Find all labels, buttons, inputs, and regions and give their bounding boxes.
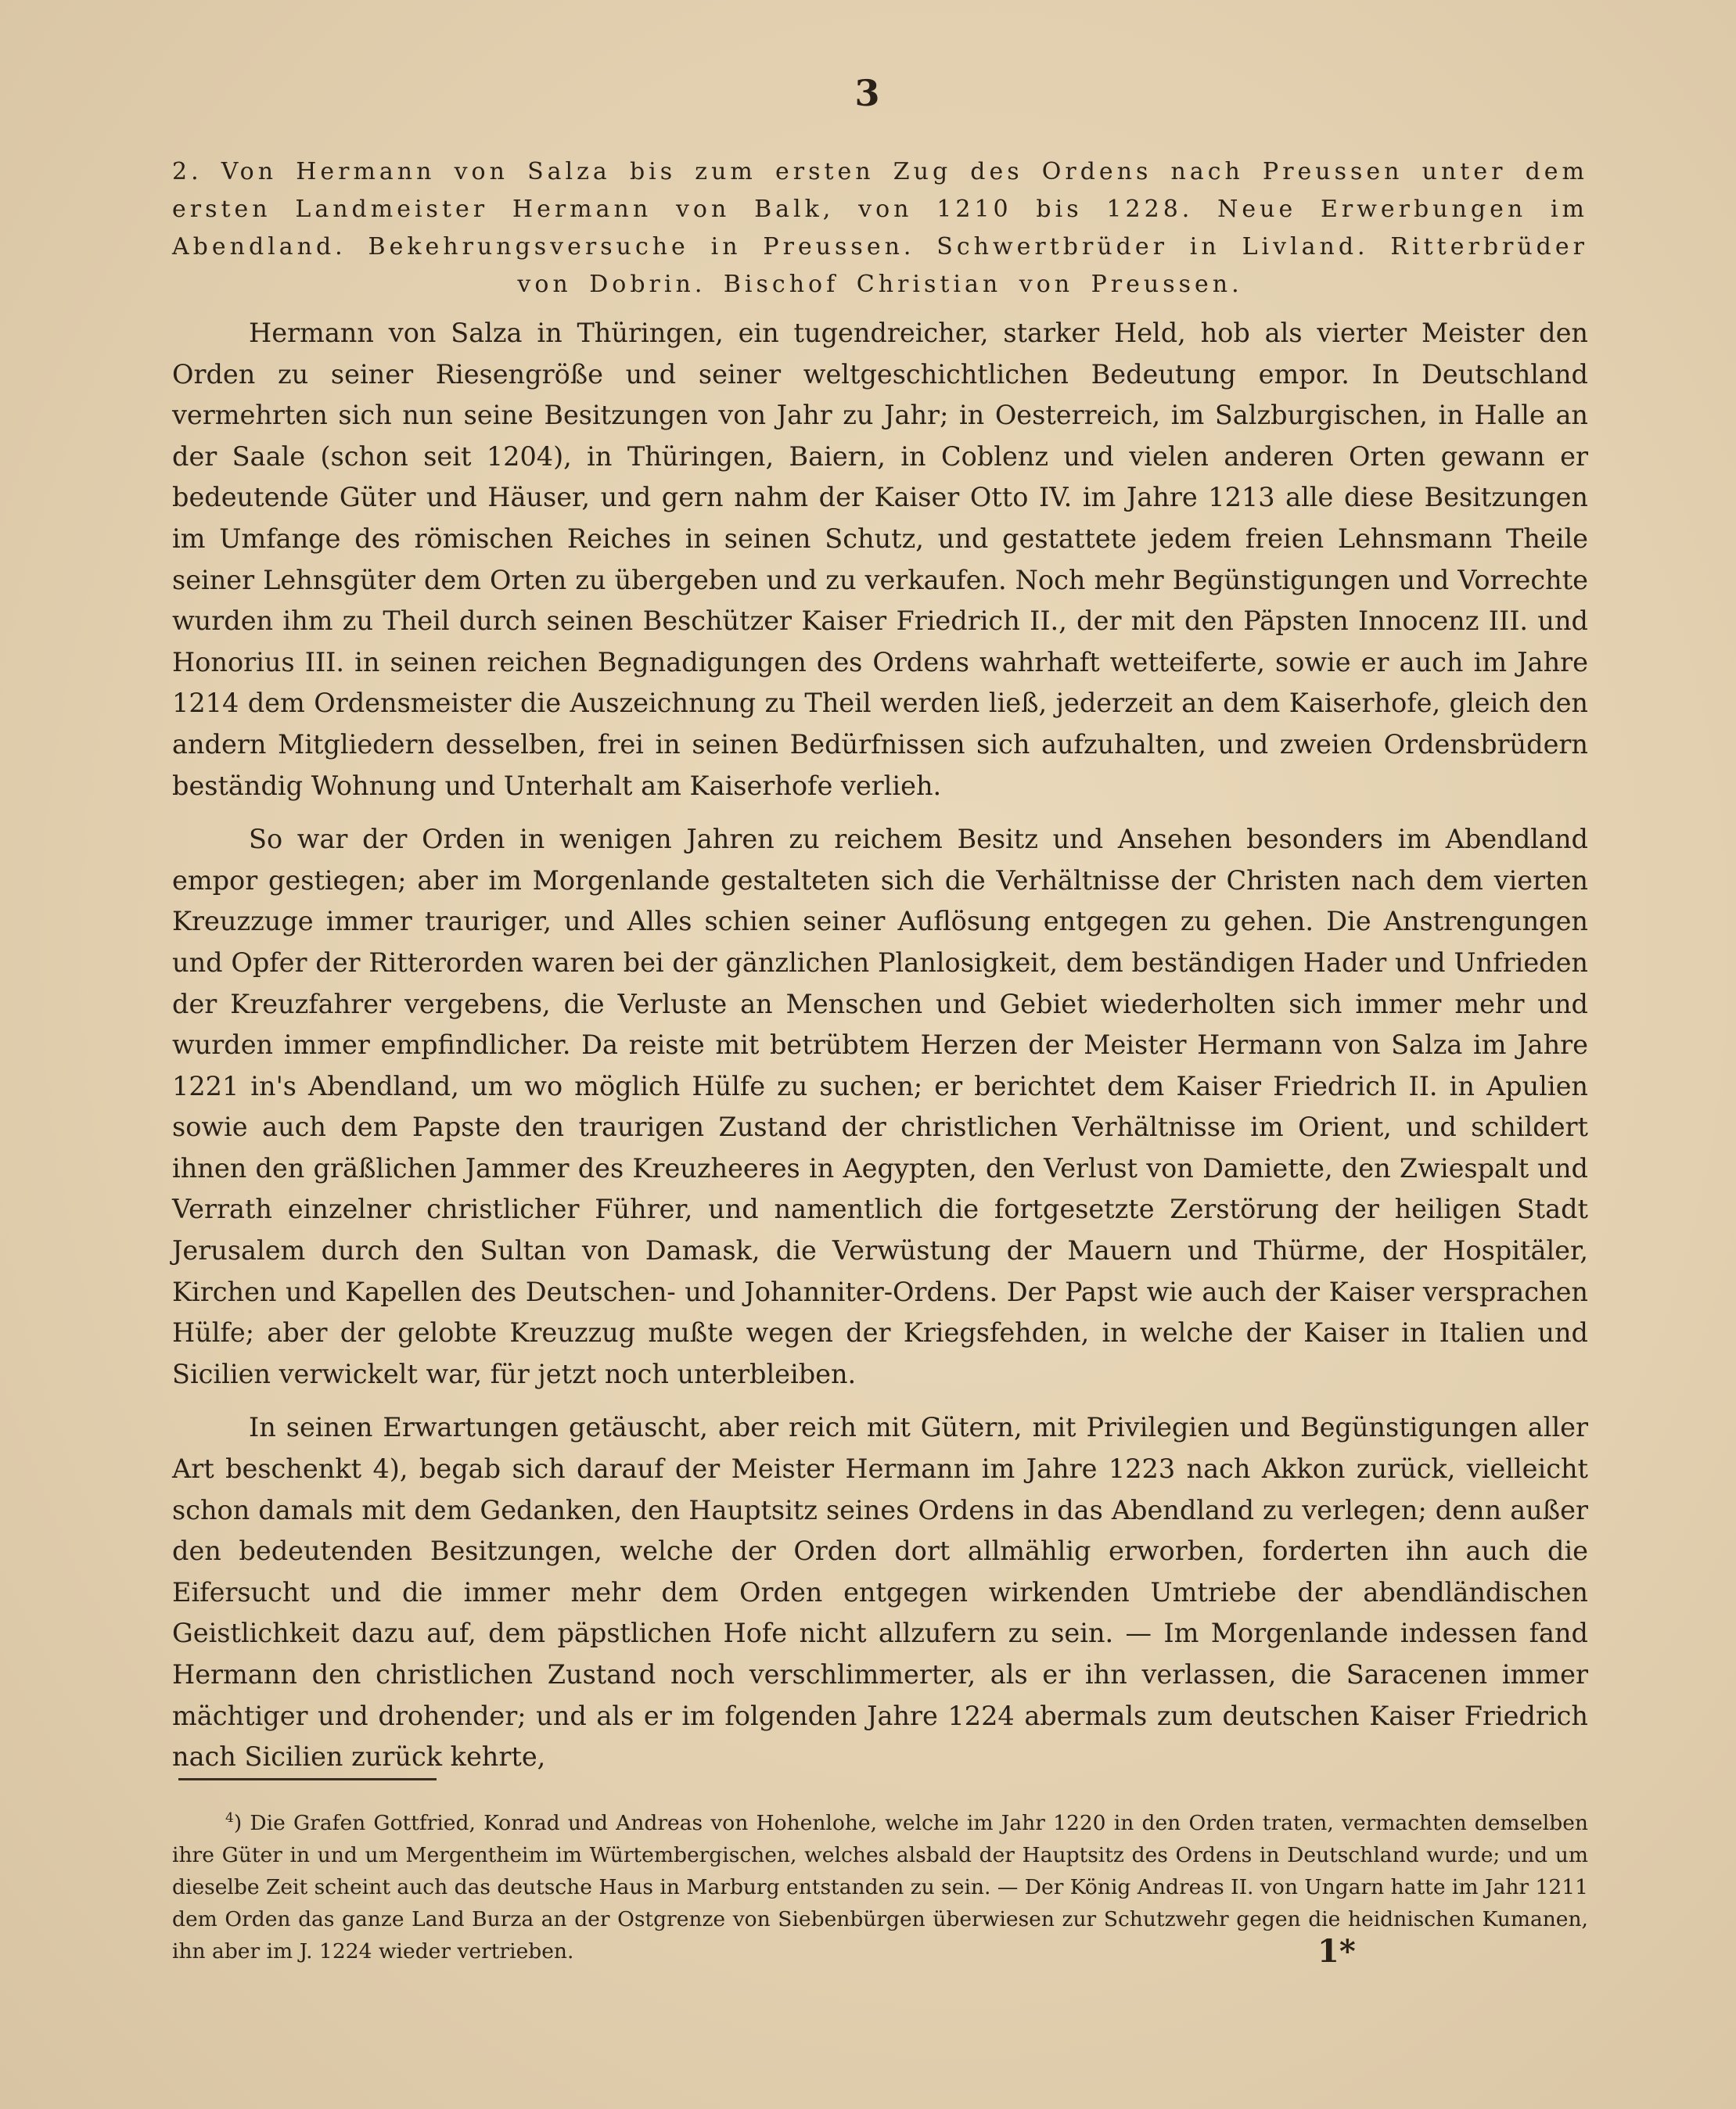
body-text: [172, 313, 1588, 1791]
footnote-text: ) Die Grafen Gottfried, Konrad und Andreas von Hohenlohe, welche im Jahr 1220 in den Orden traten, vermachten demselben ihre Güter in und um Mergentheim im Würtembergischen, welches alsbald der Hauptsitz des Ordens in Deutschland wurde; und um dieselbe Zeit scheint auch das deutsche Haus in Marburg entstanden zu sein. — Der König Andreas II. von Ungarn hatte im Jahr 1211 dem Orden das ganze Land Burza an der Ostgrenze von Siebenbürgen überwiesen zur Schutzwehr gegen die heidnischen Kumanen, ihn aber im J. 1224 wieder vertrieben.: [172, 1810, 1588, 1963]
printer-signature-mark: 1*: [1317, 1933, 1356, 1970]
footnote-divider: [178, 1778, 437, 1780]
page-number: 3: [854, 72, 882, 114]
paragraph: So war der Orden in wenigen Jahren zu reichem Besitz und Ansehen besonders im Abendland empor gestiegen; aber im Morgenlande gestalteten sich die Verhältnisse der Christen nach dem vierten Kreuzzuge immer trauriger, und Alles schien seiner Auflösung entgegen zu gehen. Die Anstrengungen und Opfer der Ritterorden waren bei der gänzlichen Planlosigkeit, dem beständigen Hader und Unfrieden der Kreuzfahrer vergebens, die Verluste an Menschen und Gebiet wiederholten sich immer mehr und wurden immer empfindlicher. Da reiste mit betrübtem Herzen der Meister Hermann von Salza im Jahre 1221 in's Abendland, um wo möglich Hülfe zu suchen; er berichtet dem Kaiser Friedrich II. in Apulien sowie auch dem Papste den traurigen Zustand der christlichen Verhältnisse im Orient, und schildert ihnen den gräßlichen Jammer des Kreuzheeres in Aegypten, den Verlust von Damiette, den Zwiespalt und Verrath einzelner christlicher Führer, und namentlich die fortgesetzte Zerstörung der heiligen Stadt Jerusalem durch den Sultan von Damask, die Verwüstung der Mauern und Thürme, der Hospitäler, Kirchen und Kapellen des Deutschen- und Johanniter-Ordens. Der Papst wie auch der Kaiser versprachen Hülfe; aber der gelobte Kreuzzug mußte wegen der Kriegsfehden, in welche der Kaiser in Italien und Sicilien verwickelt war, für jetzt noch unterbleiben.: [172, 824, 1588, 1389]
chapter-heading: 2. Von Hermann von Salza bis zum ersten Zug des Ordens nach Preussen unter dem ersten Landmeister Hermann von Balk, von 1210 bis 1228. Neue Erwerbungen im Abendland. Bekehrungsversuche in Preussen. Schwertbrüder in Livland. Ritterbrüder von Dobrin. Bischof Christian von Preussen.: [172, 158, 1588, 298]
footnote-marker: 4: [225, 1810, 234, 1826]
paragraph: In seinen Erwartungen getäuscht, aber reich mit Gütern, mit Privilegien und Begünstigungen aller Art beschenkt 4), begab sich darauf der Meister Hermann im Jahre 1223 nach Akkon zurück, vielleicht schon damals mit dem Gedanken, den Hauptsitz seines Ordens in das Abendland zu verlegen; denn außer den bedeutenden Besitzungen, welche der Orden dort allmählig erworben, forderten ihn auch die Eifersucht und die immer mehr dem Orden entgegen wirkenden Umtriebe der abendländischen Geistlichkeit dazu auf, dem päpstlichen Hofe nicht allzufern zu sein. — Im Morgenlande indessen fand Hermann den christlichen Zustand noch verschlimmerter, als er ihn verlassen, die Saracenen immer mächtiger und drohender; und als er im folgenden Jahre 1224 abermals zum deutschen Kaiser Friedrich nach Sicilien zurück kehrte,: [172, 1412, 1588, 1773]
paragraph: Hermann von Salza in Thüringen, ein tugendreicher, starker Held, hob als vierter Meister den Orden zu seiner Riesengröße und seiner weltgeschichtlichen Bedeutung empor. In Deutschland vermehrten sich nun seine Besitzungen von Jahr zu Jahr; in Oesterreich, im Salzburgischen, in Halle an der Saale (schon seit 1204), in Thüringen, Baiern, in Coblenz und vielen anderen Orten gewann er bedeutende Güter und Häuser, und gern nahm der Kaiser Otto IV. im Jahre 1213 alle diese Besitzungen im Umfange des römischen Reiches in seinen Schutz, und gestattete jedem freien Lehnsmann Theile seiner Lehnsgüter dem Orten zu übergeben und zu verkaufen. Noch mehr Begünstigungen und Vorrechte wurden ihm zu Theil durch seinen Beschützer Kaiser Friedrich II., der mit den Päpsten Innocenz III. und Honorius III. in seinen reichen Begnadigungen des Ordens wahrhaft wetteiferte, sowie er auch im Jahre 1214 dem Ordensmeister die Auszeichnung zu Theil werden ließ, jederzeit an dem Kaiserhofe, gleich den andern Mitgliedern desselben, frei in seinen Bedürfnissen sich aufzuhalten, und zweien Ordensbrüdern beständig Wohnung und Unterhalt am Kaiserhofe verlieh.: [172, 318, 1588, 801]
